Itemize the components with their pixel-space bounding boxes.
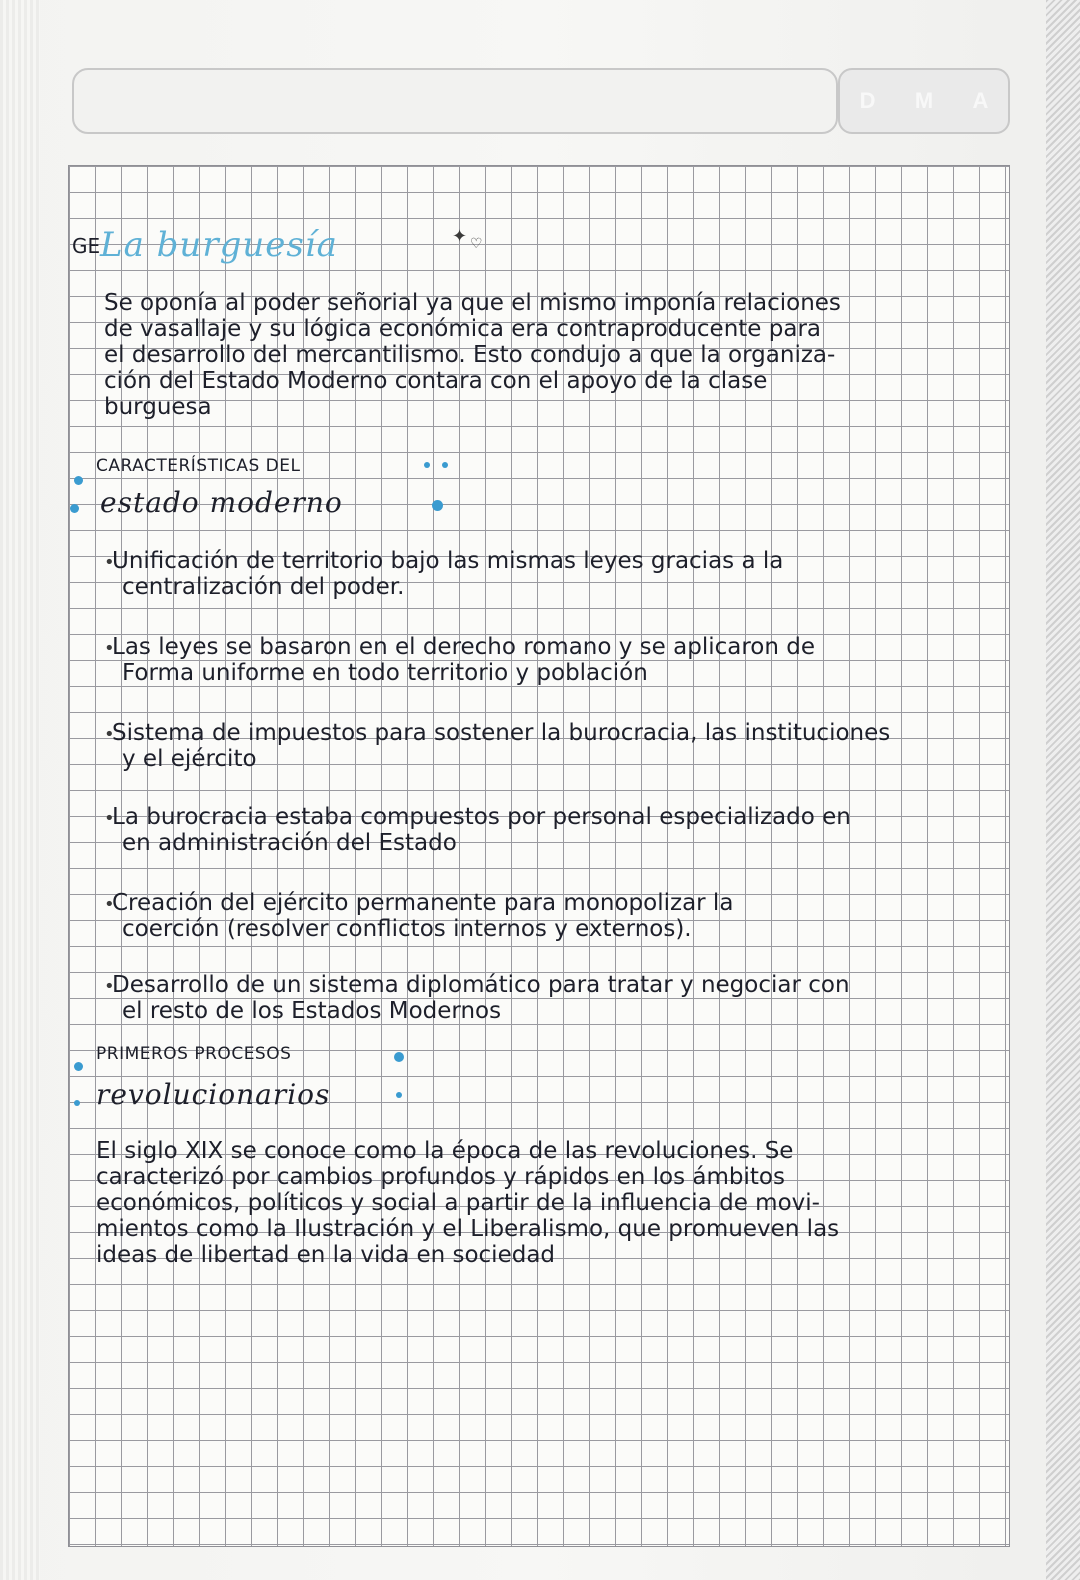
list-item — [112, 720, 890, 772]
date-year-label: A — [972, 88, 989, 113]
page-stack-edge — [1046, 0, 1080, 1580]
sparkle-icon: ✦ — [452, 226, 468, 247]
section1-prefix: GE — [72, 234, 101, 258]
list-item-line: Sistema de impuestos para sostener la burocracia, las instituciones — [112, 720, 891, 746]
heart-icon: ♡ — [470, 236, 483, 252]
paragraph-line: ción del Estado Moderno contara con el apoyo de la clase — [104, 368, 768, 394]
item-bullet-icon: • — [104, 638, 115, 659]
heading-bullet-icon — [74, 1062, 83, 1071]
dot-icon — [396, 1092, 402, 1098]
dot-icon — [424, 462, 430, 468]
date-month-label: M — [914, 88, 934, 113]
paragraph-line: caracterizó por cambios profundos y rápidos en los ámbitos — [96, 1164, 785, 1190]
list-item-line: Unificación de territorio bajo las mismas leyes gracias a la — [112, 548, 784, 574]
section3-heading-script: revolucionarios — [96, 1078, 331, 1111]
list-item-line: centralización del poder. — [122, 574, 405, 600]
paragraph-line: económicos, políticos y social a partir de la influencia de movi- — [96, 1190, 820, 1216]
section1-paragraph — [104, 290, 841, 420]
list-item-line: Desarrollo de un sistema diplomático para tratar y negociar con — [112, 972, 850, 998]
section1-title: La burguesía — [100, 225, 338, 265]
list-item-line: coerción (resolver conflictos internos y externos). — [122, 916, 692, 942]
paragraph-line: ideas de libertad en la vida en sociedad — [96, 1242, 556, 1268]
heading-bullet-icon — [74, 476, 83, 485]
dot-icon — [432, 500, 443, 511]
dot-icon — [394, 1052, 404, 1062]
paragraph-line: de vasallaje y su lógica económica era contraproducente para — [104, 316, 821, 342]
heading-bullet-icon — [70, 504, 79, 513]
list-item — [112, 890, 733, 942]
dot-icon — [74, 1100, 80, 1106]
section3-heading-caps: PRIMEROS PROCESOS — [96, 1044, 292, 1064]
section2-heading-caps: CARACTERÍSTICAS DEL — [96, 456, 301, 476]
paragraph-line: mientos como la Ilustración y el Liberalismo, que promueven las — [96, 1216, 840, 1242]
list-item-line: Creación del ejército permanente para monopolizar la — [112, 890, 734, 916]
list-item-line: en administración del Estado — [122, 830, 457, 856]
list-item — [112, 548, 783, 600]
list-item-line: y el ejército — [122, 746, 257, 772]
list-item-line: Las leyes se basaron en el derecho romano y se aplicaron de — [112, 634, 815, 660]
item-bullet-icon: • — [104, 894, 115, 915]
dot-icon — [442, 462, 448, 468]
list-item — [112, 972, 850, 1024]
header-date-box — [838, 68, 1010, 134]
paragraph-line: el desarrollo del mercantilismo. Esto condujo a que la organiza- — [104, 342, 836, 368]
list-item — [112, 804, 851, 856]
header-title-box — [72, 68, 838, 134]
list-item-line: el resto de los Estados Modernos — [122, 998, 502, 1024]
paragraph-line: Se oponía al poder señorial ya que el mismo imponía relaciones — [104, 290, 841, 316]
item-bullet-icon: • — [104, 724, 115, 745]
item-bullet-icon: • — [104, 808, 115, 829]
date-day-label: D — [859, 88, 876, 113]
list-item-line: Forma uniforme en todo territorio y población — [122, 660, 648, 686]
item-bullet-icon: • — [104, 976, 115, 997]
paragraph-line: burguesa — [104, 394, 212, 420]
list-item — [112, 634, 815, 686]
page-binding-edge — [0, 0, 40, 1580]
section3-paragraph — [96, 1138, 839, 1268]
item-bullet-icon: • — [104, 552, 115, 573]
section2-heading-script: estado moderno — [100, 486, 343, 519]
paragraph-line: El siglo XIX se conoce como la época de las revoluciones. Se — [96, 1138, 794, 1164]
list-item-line: La burocracia estaba compuestos por personal especializado en — [112, 804, 851, 830]
